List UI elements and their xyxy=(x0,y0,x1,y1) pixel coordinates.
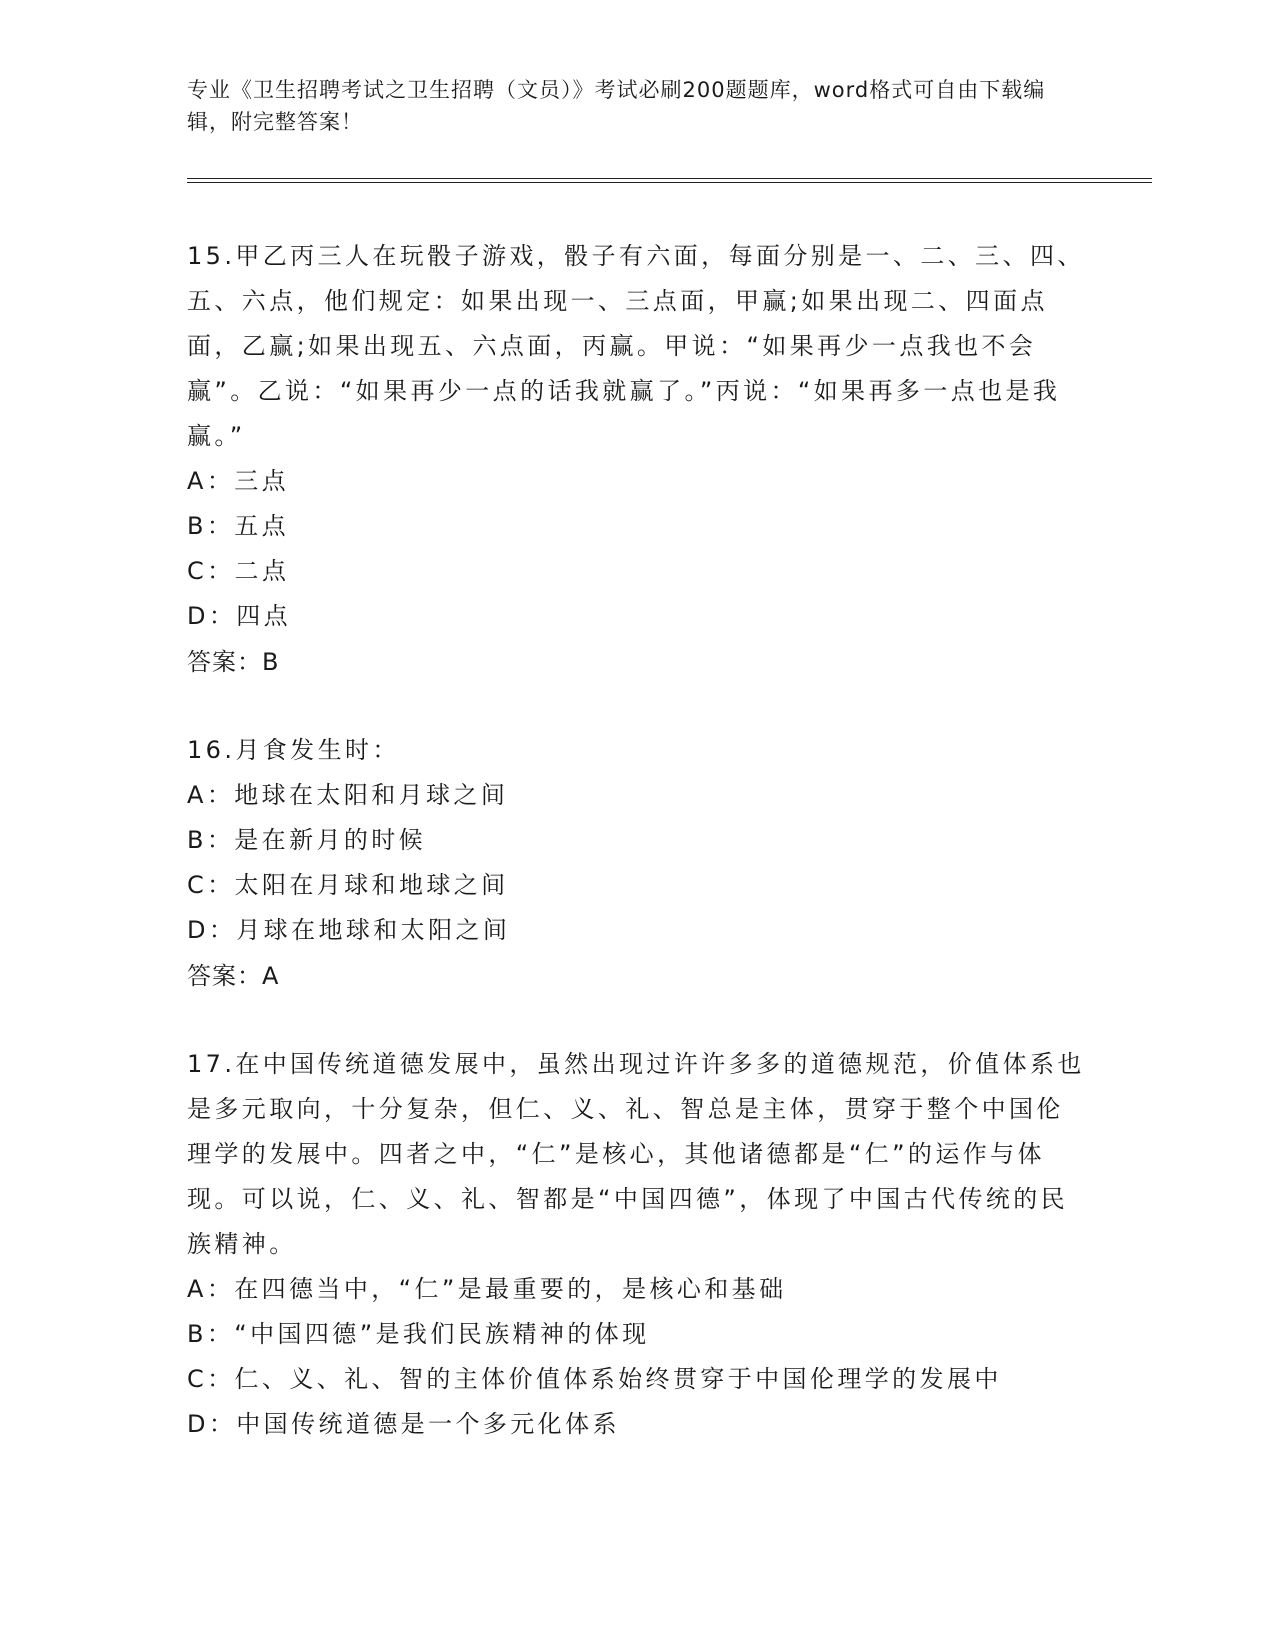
question-16 xyxy=(187,728,1087,1000)
option-a: A：在四德当中，“仁”是最重要的，是核心和基础 xyxy=(187,1275,787,1303)
option-d: D：月球在地球和太阳之间 xyxy=(187,916,511,944)
question-stem: 15.甲乙丙三人在玩骰子游戏，骰子有六面，每面分别是一、二、三、四、五、六点，他们规定：如果出现一、三点面，甲赢;如果出现二、四面点面，乙赢;如果出现五、六点面，丙赢。甲说：“如果再少一点我也不会赢”。乙说：“如果再少一点的话我就赢了。”丙说：“如果再多一点也是我赢。” xyxy=(187,242,1085,450)
option-c: C：二点 xyxy=(187,557,290,585)
option-b: B：是在新月的时候 xyxy=(187,826,427,854)
question-15 xyxy=(187,234,1087,686)
option-c: C：仁、义、礼、智的主体价值体系始终贯穿于中国伦理学的发展中 xyxy=(187,1365,1002,1393)
answer-line: 答案：A xyxy=(187,962,280,990)
option-b: B：五点 xyxy=(187,512,290,540)
option-b: B：“中国四德”是我们民族精神的体现 xyxy=(187,1320,650,1348)
document-header: 专业《卫生招聘考试之卫生招聘（文员）》考试必刷200题题库，word格式可自由下载编辑，附完整答案！ xyxy=(187,78,1046,134)
answer-line: 答案：B xyxy=(187,648,280,676)
option-a: A：地球在太阳和月球之间 xyxy=(187,781,509,809)
header-divider-bottom xyxy=(187,182,1152,183)
option-c: C：太阳在月球和地球之间 xyxy=(187,871,509,899)
header-divider-top xyxy=(187,178,1152,179)
question-list xyxy=(187,234,1087,1489)
question-stem: 17.在中国传统道德发展中，虽然出现过许许多多的道德规范，价值体系也是多元取向，十分复杂，但仁、义、礼、智总是主体，贯穿于整个中国伦理学的发展中。四者之中，“仁”是核心，其他诸德都是“仁”的运作与体现。可以说，仁、义、礼、智都是“中国四德”，体现了中国古代传统的民族精神。 xyxy=(187,1050,1085,1258)
option-d: D：四点 xyxy=(187,602,292,630)
question-17 xyxy=(187,1042,1087,1447)
option-d: D：中国传统道德是一个多元化体系 xyxy=(187,1410,620,1438)
option-a: A：三点 xyxy=(187,467,290,495)
question-stem: 16.月食发生时： xyxy=(187,736,400,764)
